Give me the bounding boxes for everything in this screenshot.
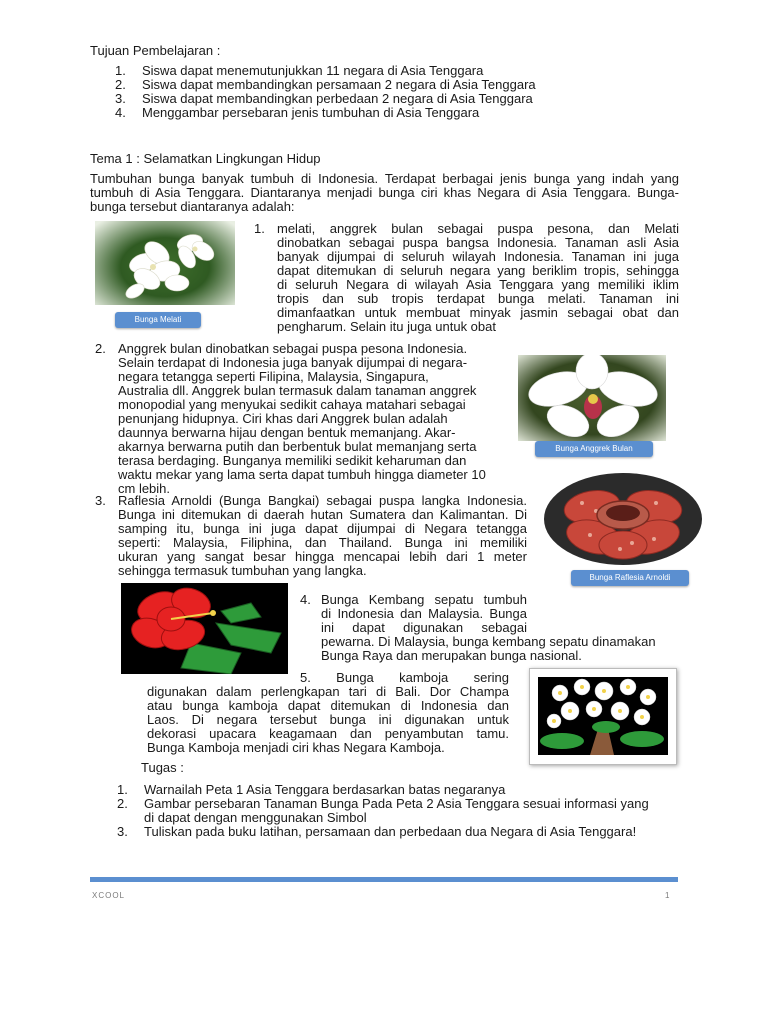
frangipani-flower-image <box>530 669 676 764</box>
raflesia-number: 3. <box>95 493 106 508</box>
rafflesia-flower-image <box>544 473 702 565</box>
list-item: di dapat dengan menggunakan Simbol <box>144 810 367 825</box>
kembang-sepatu-image <box>121 583 288 674</box>
footer-brand: XCOOL <box>92 891 126 900</box>
list-item: 2. Siswa dapat membandingkan persamaan 2 negara di Asia Tenggara <box>115 77 536 92</box>
objectives-list <box>115 64 536 120</box>
anggrek-photo <box>518 355 666 441</box>
melati-caption: Bunga Melati <box>115 312 201 328</box>
orchid-flower-image <box>518 355 666 441</box>
raflesia-caption: Bunga Raflesia Arnoldi <box>571 570 689 586</box>
page-number: 1 <box>665 891 671 900</box>
tasks-list <box>117 783 649 839</box>
raflesia-photo <box>544 473 702 565</box>
melati-paragraph: melati, anggrek bulan sebagai puspa pesona, dan Melati dinobatkan sebagai puspa bangsa Indonesia. Tanaman asli Asia banyak dijumpai di seluruh wilayah Indonesia. Tanaman ini juga dapat ditemukan di seluruh negara yang beriklim tropis, sehingga di seluruh Negara di wilayah Asia Tenggara yang memiliki iklim tropis dan sub tropis terdapat bunga melati. Tanaman ini dimanfaatkan untuk membuat minyak jasmin sebagai obat dan pengharum. Selain itu juga untuk obat <box>277 221 679 334</box>
objectives-heading: Tujuan Pembelajaran : <box>90 43 221 58</box>
tasks-heading: Tugas : <box>141 760 184 775</box>
theme-title: Tema 1 : Selamatkan Lingkungan Hidup <box>90 151 321 166</box>
jasmine-flower-image <box>95 221 235 305</box>
kembang-sepatu-paragraph-bottom: pewarna. Di Malaysia, bunga kembang sepatu dinamakan Bunga Raya dan merupakan bunga nasional. <box>321 634 656 663</box>
raflesia-paragraph: Raflesia Arnoldi (Bunga Bangkai) sebagai puspa langka Indonesia. Bunga ini ditemukan di daerah hutan Sumatera dan Kalimantan. Di samping itu, bunga ini juga dapat dijumpai di Negara tetangga seperti: Malaysia, Filiphina, dan Thailand. Bunga ini memiliki ukuran yang sangat besar hingga mencapai lebih dari 1 meter sehingga termasuk tumbuhan yang langka. <box>118 493 527 578</box>
kembang-sepatu-paragraph-top: Bunga Kembang sepatu tumbuh di Indonesia dan Malaysia. Bunga ini dapat digunakan sebagai <box>321 592 527 635</box>
anggrek-number: 2. <box>95 341 106 356</box>
list-item: 2. Gambar persebaran Tanaman Bunga Pada Peta 2 Asia Tenggara sesuai informasi yang <box>117 796 649 811</box>
melati-number: 1. <box>254 221 265 236</box>
kembang-sepatu-number: 4. <box>300 592 311 607</box>
footer-bar <box>90 877 678 882</box>
melati-photo <box>95 221 235 305</box>
hibiscus-flower-image <box>121 583 288 674</box>
list-item: 1. Siswa dapat menemutunjukkan 11 negara di Asia Tenggara <box>115 63 484 78</box>
anggrek-paragraph: Anggrek bulan dinobatkan sebagai puspa pesona Indonesia. Selain terdapat di Indonesia juga banyak dijumpai di negara- negara tetangga seperti Filipina, Malaysia, Singapura, Australia dll. Anggrek bulan termasuk dalam tanaman anggrek monopodial yang menyukai sedikit cahaya matahari sebagai penunjang hidupnya. Ciri khas dari Anggrek bulan adalah daunnya berwarna hijau dengan bentuk memanjang. Akar- akarnya berwarna putih dan berbentuk bulat memanjang serta terasa berdaging. Bunganya memiliki sedikit keharuman dan waktu mekar yang lama serta dapat tumbuh hingga diameter 10 cm lebih. <box>118 341 486 496</box>
kamboja-image <box>529 668 677 765</box>
kamboja-paragraph: digunakan dalam perlengkapan tari di Bali. Dor Champa atau bunga kamboja dapat ditemukan di Indonesia dan Laos. Di negara tersebut bunga ini digunakan untuk dekorasi upacara keagamaan dan penyambutan tamu. Bunga Kamboja menjadi ciri khas Negara Kamboja. <box>147 684 509 755</box>
anggrek-caption: Bunga Anggrek Bulan <box>535 441 653 457</box>
list-item: 1. Warnailah Peta 1 Asia Tenggara berdasarkan batas negaranya <box>117 782 506 797</box>
list-item: 3. Tuliskan pada buku latihan, persamaan dan perbedaan dua Negara di Asia Tenggara! <box>117 824 637 839</box>
list-item: 4. Menggambar persebaran jenis tumbuhan di Asia Tenggara <box>115 105 480 120</box>
list-item: 3. Siswa dapat membandingkan perbedaan 2 negara di Asia Tenggara <box>115 91 533 106</box>
kamboja-first-line: 5. Bunga kamboja sering <box>300 670 509 685</box>
intro-paragraph: Tumbuhan bunga banyak tumbuh di Indonesia. Terdapat berbagai jenis bunga yang indah yang tumbuh di Asia Tenggara. Diantaranya menjadi bunga ciri khas Negara di Asia Tenggara. Bunga- bunga tersebut diantaranya adalah: <box>90 171 679 214</box>
